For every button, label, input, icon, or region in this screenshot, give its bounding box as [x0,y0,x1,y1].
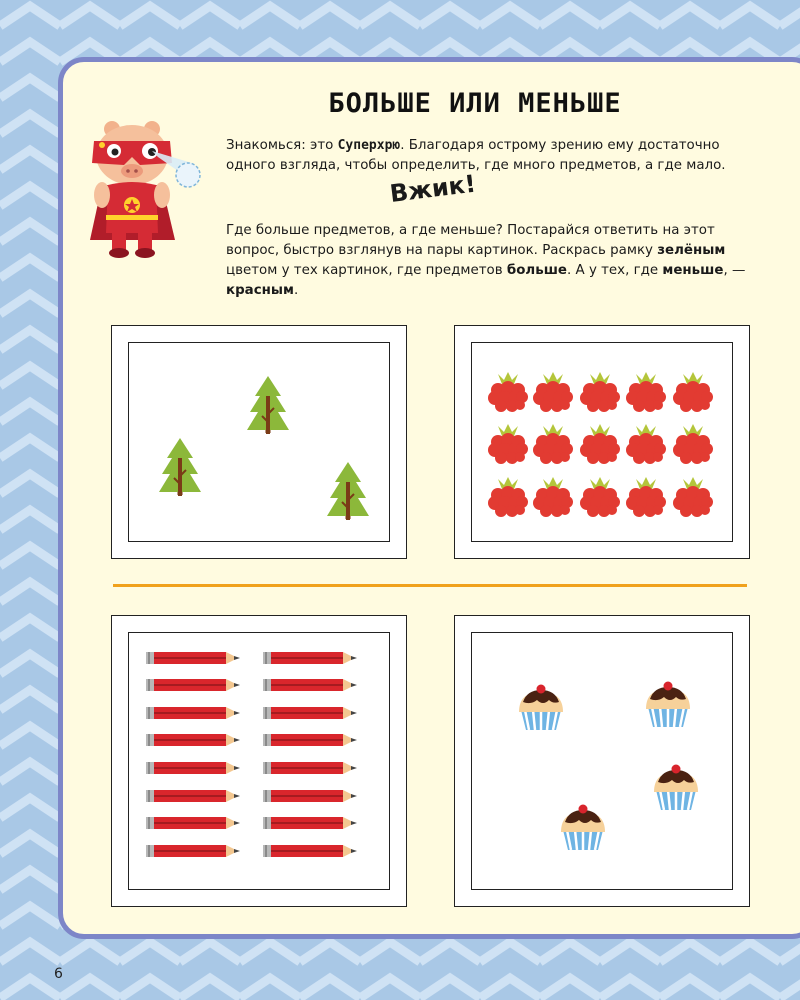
tree-icon [159,438,201,496]
pencil-icon [263,652,357,664]
pencil-icon [146,762,240,774]
raspberry-icon [533,372,573,412]
exclamation-text: Вжик! [388,169,478,208]
pencil-icon [146,707,240,719]
raspberry-icon [533,424,573,464]
pencil-icon [263,679,357,691]
red-word: красным [226,283,294,298]
raspberry-icon [673,477,713,517]
raspberry-icon [488,424,528,464]
page-number: 6 [54,966,63,982]
raspberry-icon [488,372,528,412]
raspberry-icon [580,424,620,464]
pencil-icon [146,790,240,802]
less-word: меньше [662,263,724,278]
green-word: зелёным [657,243,726,258]
hero-name: Суперхрю [337,138,401,153]
cupcake-icon [654,765,698,811]
raspberry-icon [533,477,573,517]
raspberry-icon [673,424,713,464]
more-word: больше [506,263,568,278]
pencil-icon [263,762,357,774]
pencil-icon [263,817,357,829]
pencil-icon [146,679,240,691]
intro-text: Знакомься: это Суперхрю. Благодаря острому зрению ему достаточно одного взгляда, чтобы определить, где много предметов, а где мало. [226,138,726,173]
pencil-icon [146,817,240,829]
pencil-icon [263,845,357,857]
pencil-icon [146,734,240,746]
raspberry-icon [673,372,713,412]
cupcake-icon [646,682,690,728]
raspberry-icon [626,477,666,517]
page-title: БОЛЬШЕ ИЛИ МЕНЬШЕ [328,88,622,119]
raspberry-icon [626,372,666,412]
raspberry-icon [580,477,620,517]
pencil-icon [146,652,240,664]
cupcake-icon [519,685,563,731]
pencil-icon [263,707,357,719]
pencil-icon [263,790,357,802]
tree-icon [247,376,289,434]
pencil-icon [146,845,240,857]
raspberry-icon [488,477,528,517]
cupcake-icon [561,805,605,851]
task-text: Где больше предметов, а где меньше? Постарайся ответить на этот вопрос, быстро взглянув на пары картинок. Раскрась рамку зелёным цветом у тех картинок, где предметов больше. А у тех, где меньше, — красным. [226,223,746,298]
tree-icon [327,462,369,520]
raspberry-icon [626,424,666,464]
pencil-icon [263,734,357,746]
raspberry-icon [580,372,620,412]
